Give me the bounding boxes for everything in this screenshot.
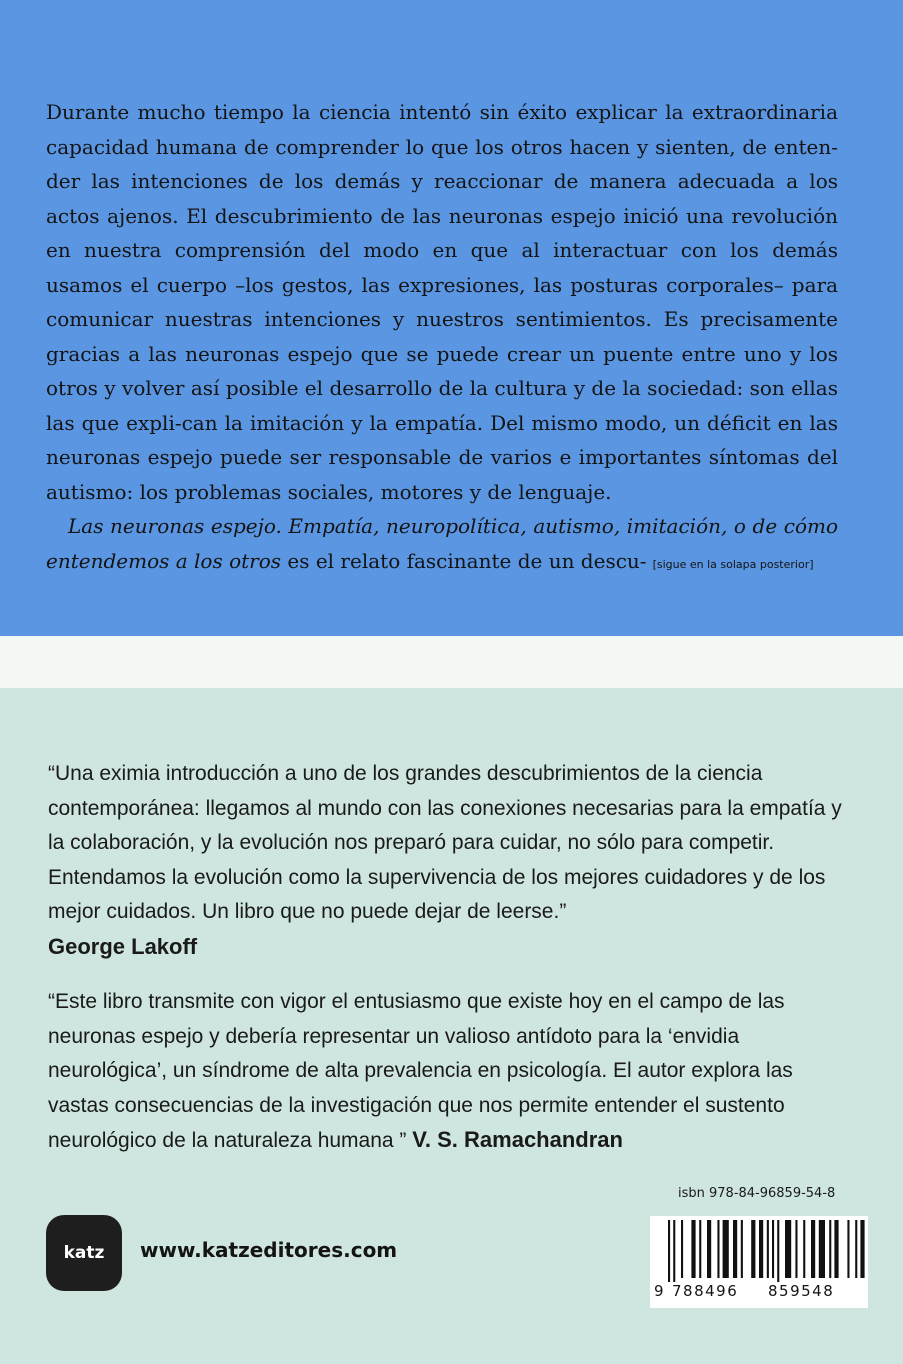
barcode-bar [733,1220,737,1278]
publisher-website[interactable]: www.katzeditores.com [140,1238,398,1262]
barcode-digits-right: 859548 [768,1282,835,1300]
barcode-bars [650,1216,868,1282]
barcode-bar [741,1220,743,1278]
barcode-bar [803,1220,805,1278]
continues-note: [sigue en la solapa posterior] [652,557,814,571]
barcode-bar [829,1220,831,1278]
synopsis-paragraph: Durante mucho tiempo la ciencia intentó sin éxito explicar la extraordinaria capacidad humana de comprender lo que los otros hacen y sienten, de enten-der las intenciones de los demás y reaccionar de manera adecuada a los actos ajenos. El descubrimiento de las neuronas espejo inició una revolución en nuestra comprensión del modo en que al interactuar con los demás usamos el cuerpo –los gestos, las expresiones, las posturas corporales– para comunicar nuestras intenciones y nuestros sentimientos. Es precisamente gracias a las neuronas espejo que se puede crear un puente entre uno y los otros y volver así posible el desarrollo de la cultura y de la sociedad: son ellas las que expli-can la imitación y la empatía. Del mismo modo, un déficit en las neuronas espejo puede ser responsable de varios e importantes síntomas del autismo: los problemas sociales, motores y de lenguaje. [46,100,838,504]
praise-quote-lakoff [38,757,858,964]
barcode-bar [855,1220,857,1278]
quote-text-with-author [38,985,858,1159]
barcode-bar [834,1220,838,1278]
divider-band [0,636,903,688]
book-title: Las neuronas espejo. Empatía, neuropolítica, autismo, imitación, o de cómo entendemos a los otros [46,514,838,573]
quote-author: V. S. Ramachandran [412,1127,623,1152]
quote-author: George Lakoff [48,933,198,959]
barcode-bar [759,1220,763,1278]
quote-text: “Este libro transmite con vigor el entusiasmo que existe hoy en el campo de las neuronas espejo y debería representar un valioso antídoto para la ‘envidia neurológica’, un síndrome de alta prevalencia en psicología. El autor explora las vastas consecuencias de la investigación que nos permite entender el sustento neurológico de la naturaleza humana ” [48,990,793,1152]
barcode-bar [717,1220,719,1278]
barcode-bar [707,1220,711,1278]
praise-quote-ramachandran [38,985,858,1159]
barcode-bar [668,1220,670,1282]
barcode-bar [811,1220,815,1278]
barcode-bar [767,1220,769,1278]
barcode-digit-first: 9 [654,1282,664,1300]
katz-logo [46,1215,122,1291]
barcode-bar [691,1220,695,1278]
barcode-bar [723,1220,729,1278]
barcode-bar [860,1220,864,1278]
barcode-bar [681,1220,683,1278]
barcode-bar [772,1220,774,1278]
barcode-bar [673,1220,675,1282]
barcode-bar [795,1220,797,1278]
teaser-text: es el relato fascinante de un descu- [281,548,647,573]
quote-text: “Una eximia introducción a uno de los grandes descubrimientos de la ciencia contemporánea: llegamos al mundo con las conexiones necesarias para la empatía y la colaboración, y la evolución nos preparó para cuidar, no sólo para competir. Entendamos la evolución como la supervivencia de los mejores cuidadores y de los mejor cuidados. Un libro que no puede dejar de leerse.” [48,762,842,923]
synopsis-teaser [46,509,838,582]
barcode [650,1216,868,1308]
synopsis-text [46,95,838,582]
barcode-bar [777,1220,779,1282]
barcode-bar [699,1220,701,1278]
logo-text: katz [63,1243,105,1263]
barcode-bar [819,1220,825,1278]
isbn-label: isbn 978-84-96859-54-8 [678,1186,836,1201]
barcode-bar [751,1220,755,1278]
barcode-bar [847,1220,849,1278]
barcode-digits-left: 788496 [672,1282,739,1300]
barcode-bar [785,1220,791,1278]
